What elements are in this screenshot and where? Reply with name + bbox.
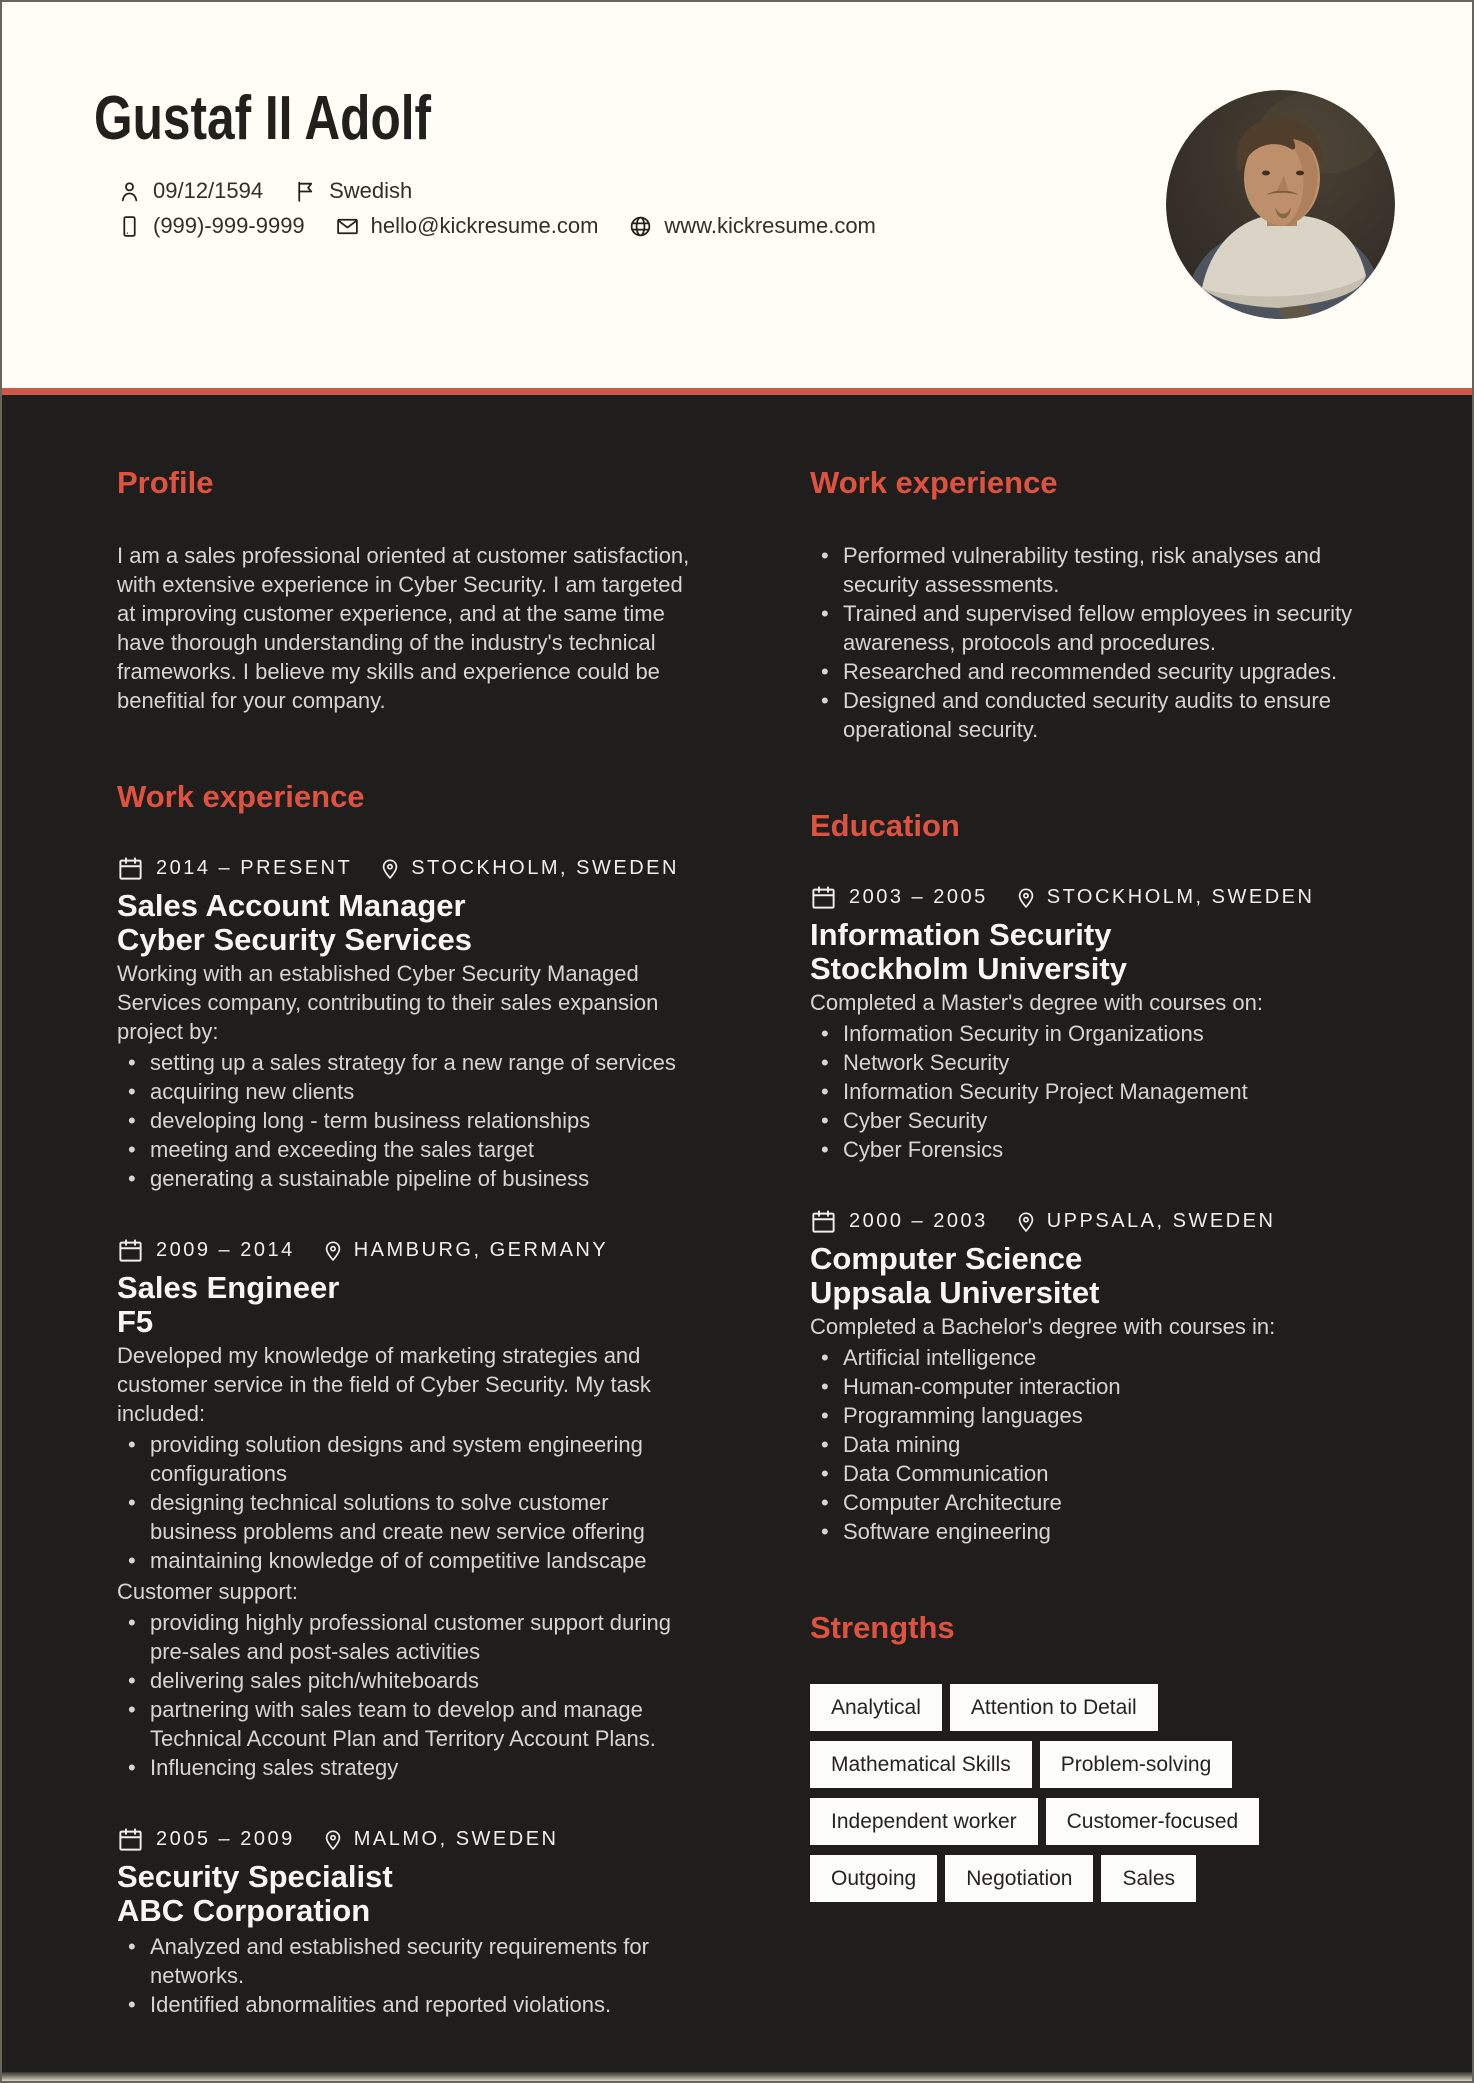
course-bullets bbox=[810, 1343, 1383, 1546]
company-name: F5 bbox=[117, 1304, 154, 1339]
degree-title: Information Security bbox=[810, 917, 1112, 952]
degree-description: Completed a Bachelor's degree with courses in: bbox=[810, 1314, 1276, 1339]
education-entry-2 bbox=[810, 1208, 1383, 1546]
bullet-item: • Information Security in Organizations bbox=[843, 1019, 1383, 1048]
job-description: Developed my knowledge of marketing strategies and customer service in the field of Cyber Security. My task included: bbox=[117, 1343, 651, 1426]
header bbox=[2, 2, 1472, 388]
entry-meta bbox=[117, 1237, 697, 1264]
location-pin-icon bbox=[321, 1238, 345, 1264]
strength-tag: Negotiation bbox=[945, 1855, 1093, 1902]
accent-divider bbox=[2, 388, 1472, 395]
left-column bbox=[117, 465, 697, 2019]
bullet-item: • Human-computer interaction bbox=[843, 1372, 1383, 1401]
resume-body bbox=[2, 395, 1472, 2019]
bullet-item: • acquiring new clients bbox=[150, 1077, 697, 1106]
calendar-icon bbox=[117, 1237, 144, 1264]
entry-meta bbox=[810, 884, 1383, 911]
phone bbox=[117, 213, 305, 239]
flag-icon bbox=[293, 179, 318, 204]
entry-location: UPPSALA, SWEDEN bbox=[1046, 1210, 1276, 1232]
tag-row bbox=[810, 1855, 1383, 1902]
calendar-icon bbox=[117, 855, 144, 882]
portrait-image bbox=[1166, 90, 1395, 319]
section-profile bbox=[117, 465, 697, 715]
strength-tag: Sales bbox=[1101, 1855, 1196, 1902]
bullet-item: • Data Communication bbox=[843, 1459, 1383, 1488]
location-pin-icon bbox=[1014, 1209, 1038, 1235]
strength-tag: Problem-solving bbox=[1040, 1741, 1233, 1788]
phone-icon bbox=[117, 214, 142, 239]
job-subheading: Customer support: bbox=[117, 1579, 298, 1604]
website[interactable] bbox=[628, 213, 875, 239]
work-entry-3 bbox=[117, 1826, 697, 2019]
bullet-item: • Influencing sales strategy bbox=[150, 1753, 697, 1782]
bullet-item: • maintaining knowledge of of competitive landscape bbox=[150, 1546, 697, 1575]
nationality bbox=[293, 178, 412, 204]
section-work-right bbox=[810, 465, 1383, 744]
tag-row bbox=[810, 1741, 1383, 1788]
degree-description: Completed a Master's degree with courses on: bbox=[810, 990, 1263, 1015]
school-name: Stockholm University bbox=[810, 951, 1127, 986]
bullet-item: • Software engineering bbox=[843, 1517, 1383, 1546]
person-name: Gustaf II Adolf bbox=[94, 84, 432, 153]
entry-dates: 2005 – 2009 bbox=[156, 1828, 295, 1850]
bullet-item: • Programming languages bbox=[843, 1401, 1383, 1430]
globe-icon bbox=[628, 214, 653, 239]
calendar-icon bbox=[810, 1208, 837, 1235]
bullet-item: • Computer Architecture bbox=[843, 1488, 1383, 1517]
section-heading-profile: Profile bbox=[117, 465, 214, 500]
job-description: Working with an established Cyber Security Managed Services company, contributing to their sales expansion project by: bbox=[117, 961, 659, 1044]
job-title: Sales Engineer bbox=[117, 1270, 340, 1305]
entry-location: STOCKHOLM, SWEDEN bbox=[1046, 886, 1315, 908]
tag-row bbox=[810, 1684, 1383, 1731]
bullet-item: • Network Security bbox=[843, 1048, 1383, 1077]
calendar-icon bbox=[810, 884, 837, 911]
company-name: Cyber Security Services bbox=[117, 922, 472, 957]
job-bullets bbox=[117, 1932, 697, 2019]
bullet-item: • partnering with sales team to develop and manage Technical Account Plan and Territory Account Plans. bbox=[150, 1695, 697, 1753]
bullet-item: • providing solution designs and system engineering configurations bbox=[150, 1430, 697, 1488]
school-name: Uppsala Universitet bbox=[810, 1275, 1100, 1310]
entry-meta bbox=[117, 1826, 697, 1853]
page-bottom-edge bbox=[2, 2072, 1472, 2081]
bullet-item: • Information Security Project Management bbox=[843, 1077, 1383, 1106]
bullet-item: • Performed vulnerability testing, risk analyses and security assessments. bbox=[843, 541, 1383, 599]
section-strengths bbox=[810, 1610, 1383, 1902]
section-work-left bbox=[117, 779, 697, 2019]
entry-location: STOCKHOLM, SWEDEN bbox=[411, 857, 679, 879]
bullet-item: • Artificial intelligence bbox=[843, 1343, 1383, 1372]
envelope-icon bbox=[335, 214, 360, 239]
entry-dates: 2014 – PRESENT bbox=[156, 857, 353, 879]
bullet-item: • Designed and conducted security audits to ensure operational security. bbox=[843, 686, 1383, 744]
strength-tag: Analytical bbox=[810, 1684, 942, 1731]
bullet-item: • providing highly professional customer support during pre-sales and post-sales activities bbox=[150, 1608, 697, 1666]
entry-location: MALMO, SWEDEN bbox=[353, 1828, 559, 1850]
section-heading-education: Education bbox=[810, 808, 960, 843]
entry-dates: 2000 – 2003 bbox=[849, 1210, 988, 1232]
strength-tag: Attention to Detail bbox=[950, 1684, 1158, 1731]
bullet-item: • Researched and recommended security upgrades. bbox=[843, 657, 1383, 686]
profile-photo bbox=[1166, 90, 1395, 319]
degree-title: Computer Science bbox=[810, 1241, 1083, 1276]
section-education bbox=[810, 808, 1383, 1546]
calendar-icon bbox=[117, 1826, 144, 1853]
phone-text: (999)-999-9999 bbox=[153, 213, 305, 238]
strength-tags bbox=[810, 1684, 1383, 1902]
job-bullets bbox=[117, 1430, 697, 1575]
website-text[interactable]: www.kickresume.com bbox=[664, 213, 876, 238]
birthdate-text: 09/12/1594 bbox=[153, 178, 264, 203]
location-pin-icon bbox=[321, 1827, 345, 1853]
location-pin-icon bbox=[378, 856, 402, 882]
job-bullets bbox=[117, 1048, 697, 1193]
right-column bbox=[810, 465, 1383, 2019]
birthdate bbox=[117, 178, 263, 204]
email-text[interactable]: hello@kickresume.com bbox=[370, 213, 599, 238]
bullet-item: • Cyber Forensics bbox=[843, 1135, 1383, 1164]
email[interactable] bbox=[335, 213, 599, 239]
education-entry-1 bbox=[810, 884, 1383, 1164]
tag-row bbox=[810, 1798, 1383, 1845]
company-name: ABC Corporation bbox=[117, 1893, 371, 1928]
bullet-item: • Identified abnormalities and reported violations. bbox=[150, 1990, 697, 2019]
entry-meta bbox=[117, 855, 697, 882]
nationality-text: Swedish bbox=[329, 178, 413, 203]
job-title: Security Specialist bbox=[117, 1859, 393, 1894]
bullet-item: • setting up a sales strategy for a new range of services bbox=[150, 1048, 697, 1077]
job-title: Sales Account Manager bbox=[117, 888, 466, 923]
section-heading-strengths: Strengths bbox=[810, 1610, 955, 1645]
work-bullets bbox=[810, 541, 1383, 744]
section-heading-work-right: Work experience bbox=[810, 465, 1058, 500]
bullet-item: • Cyber Security bbox=[843, 1106, 1383, 1135]
course-bullets bbox=[810, 1019, 1383, 1164]
entry-location: HAMBURG, GERMANY bbox=[353, 1239, 609, 1261]
entry-meta bbox=[810, 1208, 1383, 1235]
strength-tag: Outgoing bbox=[810, 1855, 937, 1902]
strength-tag: Independent worker bbox=[810, 1798, 1038, 1845]
section-heading-work-left: Work experience bbox=[117, 779, 365, 814]
job-sub-bullets bbox=[117, 1608, 697, 1782]
bullet-item: • Trained and supervised fellow employees in security awareness, protocols and procedures. bbox=[843, 599, 1383, 657]
bullet-item: • generating a sustainable pipeline of business bbox=[150, 1164, 697, 1193]
bullet-item: • developing long - term business relationships bbox=[150, 1106, 697, 1135]
person-icon bbox=[117, 179, 142, 204]
work-entry-2 bbox=[117, 1237, 697, 1782]
bullet-item: • Data mining bbox=[843, 1430, 1383, 1459]
bullet-item: • designing technical solutions to solve customer business problems and create new service offering bbox=[150, 1488, 697, 1546]
entry-dates: 2003 – 2005 bbox=[849, 886, 988, 908]
bullet-item: • Analyzed and established security requirements for networks. bbox=[150, 1932, 697, 1990]
location-pin-icon bbox=[1014, 885, 1038, 911]
work-entry-1 bbox=[117, 855, 697, 1193]
entry-dates: 2009 – 2014 bbox=[156, 1239, 295, 1261]
profile-text: I am a sales professional oriented at customer satisfaction, with extensive experience in Cyber Security. I am targeted at improving customer experience, and at the same time have thorough understanding of the industry's technical frameworks. I believe my skills and experience could be benefitial for your company. bbox=[117, 543, 690, 713]
strength-tag: Customer-focused bbox=[1046, 1798, 1260, 1845]
bullet-item: • meeting and exceeding the sales target bbox=[150, 1135, 697, 1164]
bullet-item: • delivering sales pitch/whiteboards bbox=[150, 1666, 697, 1695]
strength-tag: Mathematical Skills bbox=[810, 1741, 1032, 1788]
